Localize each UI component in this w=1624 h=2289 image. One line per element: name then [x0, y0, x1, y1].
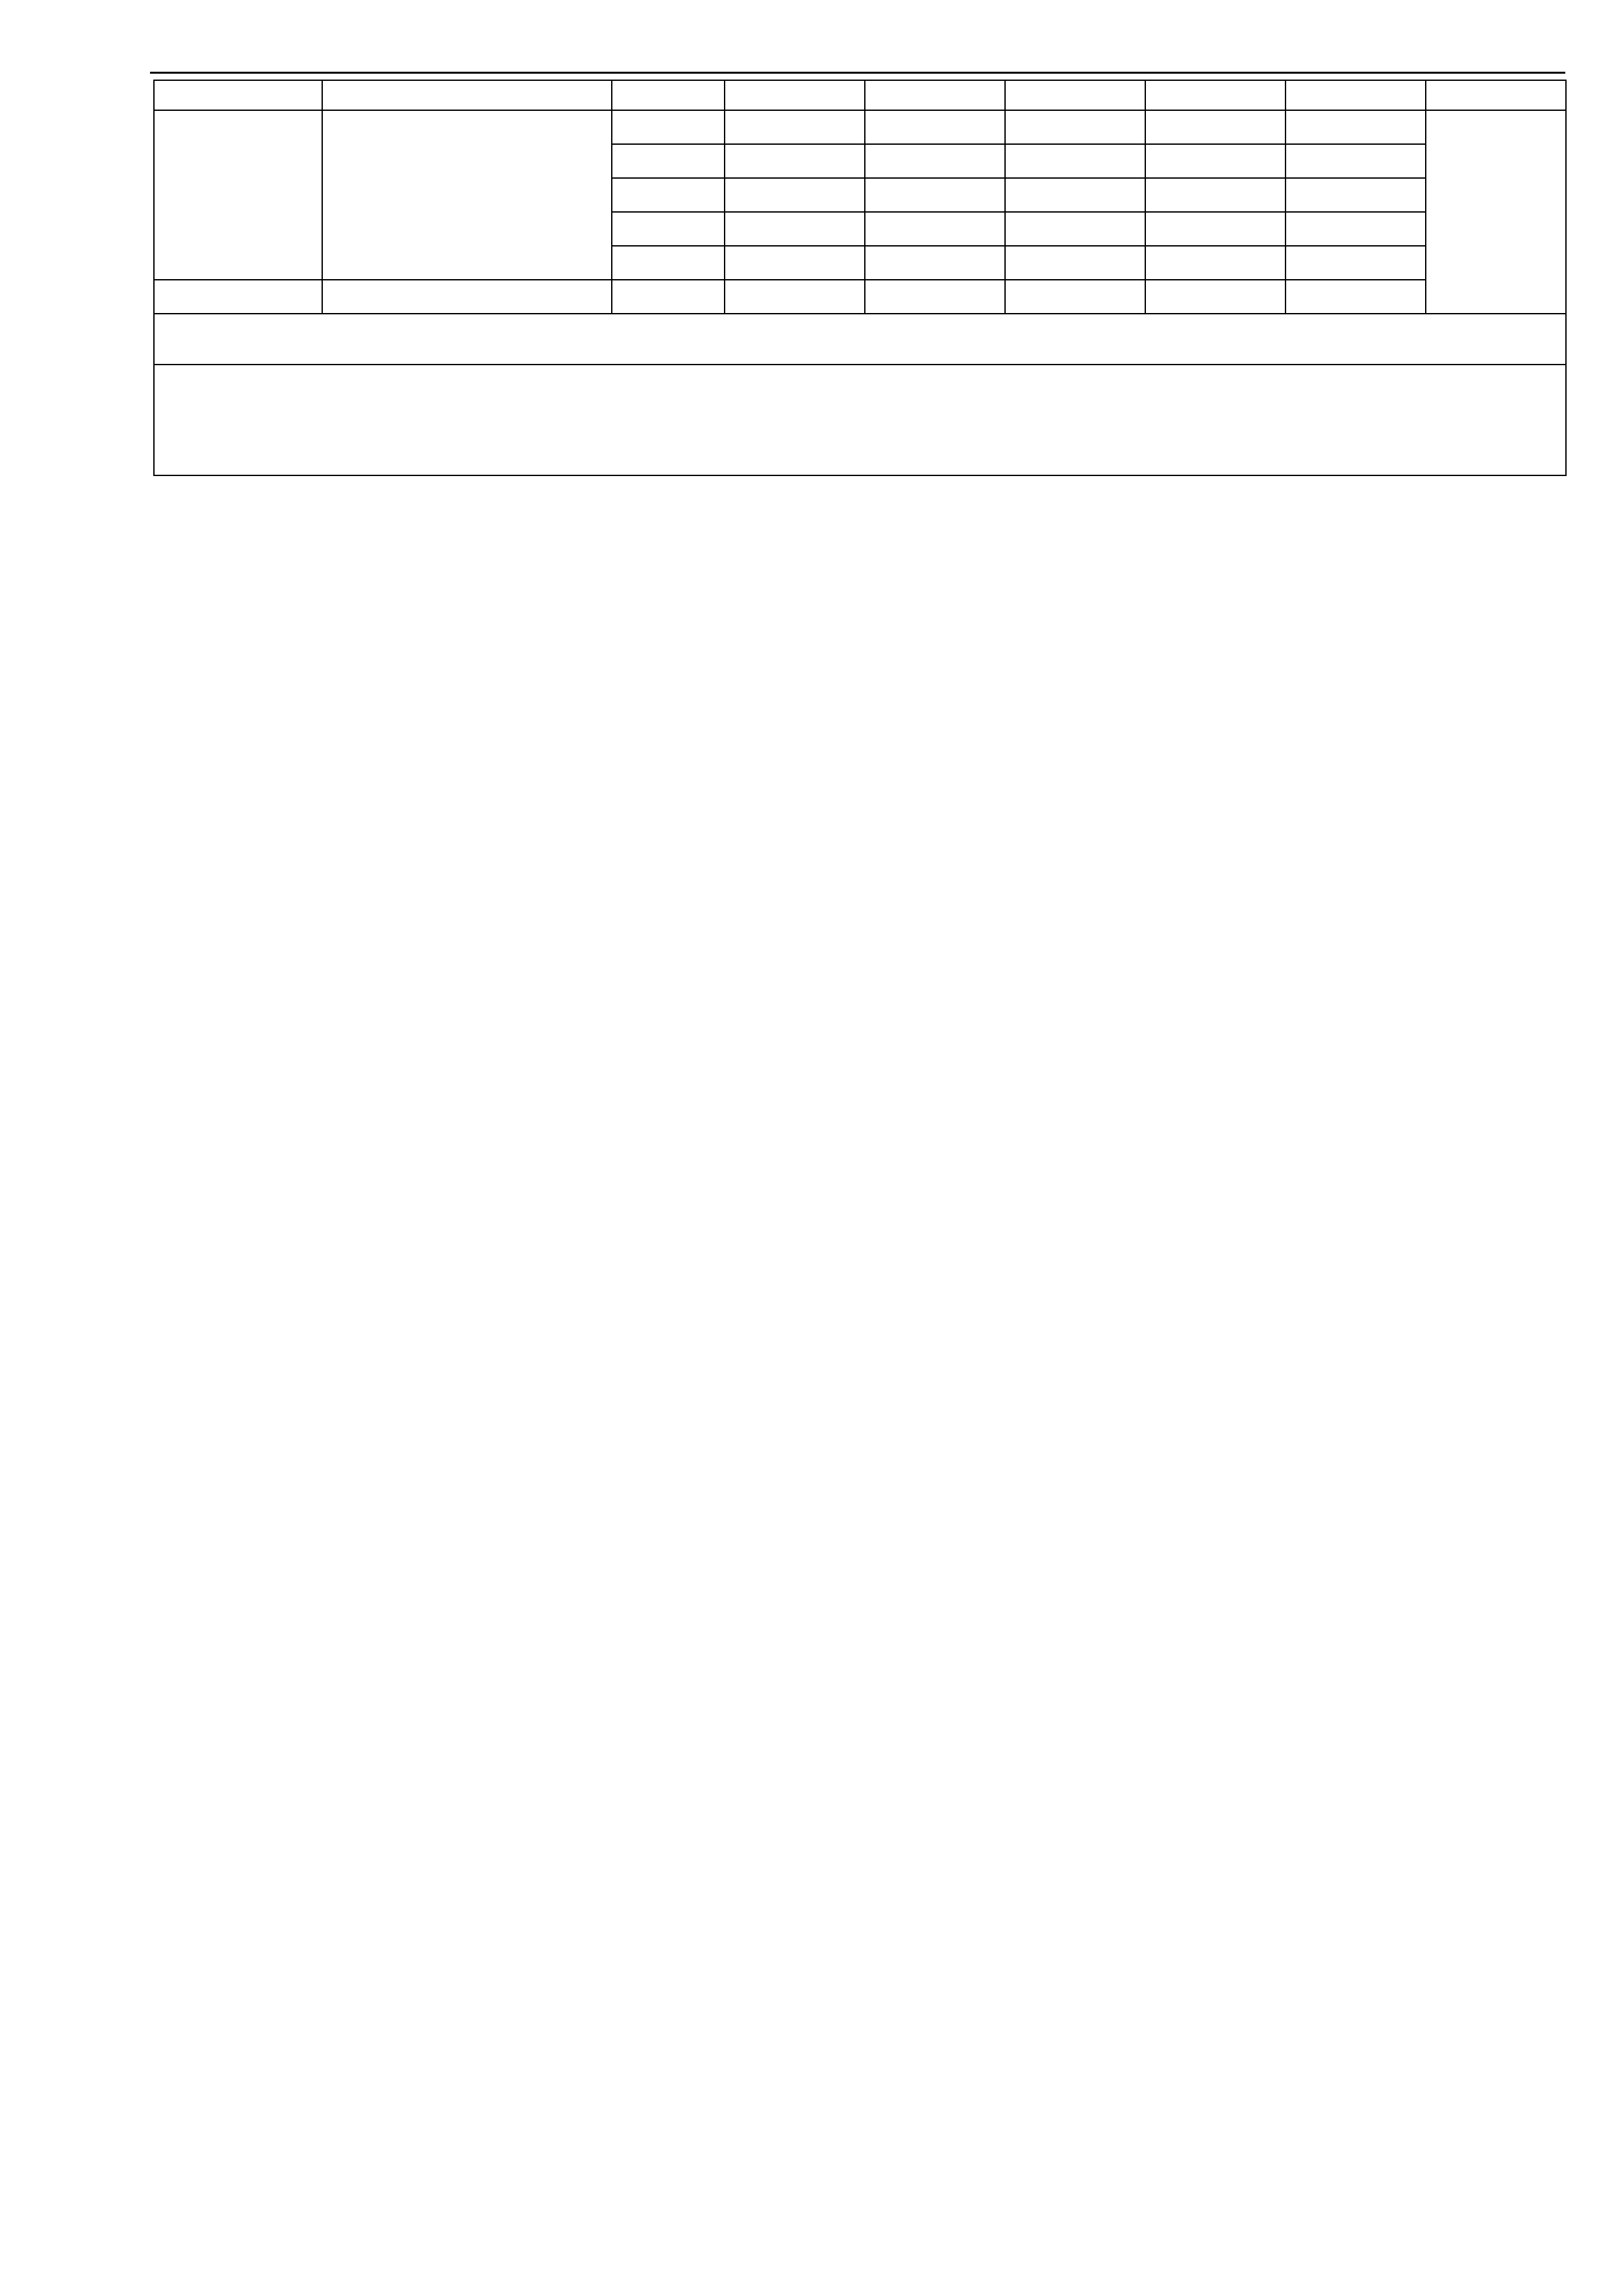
value-cell [1005, 212, 1145, 246]
table-body [154, 80, 1566, 475]
material-qty [1286, 280, 1426, 314]
value-cell [1145, 144, 1286, 178]
material-code [154, 280, 322, 314]
value-cell [1005, 246, 1145, 280]
column-number [322, 80, 612, 110]
value-cell [1005, 144, 1145, 178]
norms-table [153, 80, 1567, 475]
category-cell [612, 110, 725, 144]
value-cell [1005, 110, 1145, 144]
material-row [154, 280, 1566, 314]
table-row [154, 110, 1566, 144]
table-title [154, 365, 1566, 441]
section-row [154, 314, 1566, 365]
column-number [1426, 80, 1566, 110]
empty-cell [725, 280, 865, 314]
empty-cell [1005, 280, 1145, 314]
value-cell [725, 110, 865, 144]
name-cell [322, 110, 612, 280]
value-cell [725, 246, 865, 280]
category-cell [612, 246, 725, 280]
value-cell [1286, 178, 1426, 212]
value-cell [865, 178, 1005, 212]
value-cell [725, 144, 865, 178]
value-cell [725, 178, 865, 212]
column-number-row [154, 80, 1566, 110]
value-cell [865, 110, 1005, 144]
empty-cell [1145, 280, 1286, 314]
column-number [1145, 80, 1286, 110]
column-number [612, 80, 725, 110]
table-title-row [154, 365, 1566, 441]
category-cell [612, 144, 725, 178]
section-title [154, 314, 1566, 365]
measure-cell [154, 441, 1566, 475]
value-cell [1145, 178, 1286, 212]
value-cell [1286, 144, 1426, 178]
value-cell [1286, 246, 1426, 280]
column-number [865, 80, 1005, 110]
empty-cell [865, 280, 1005, 314]
empty-cell [612, 280, 725, 314]
value-cell [1005, 178, 1145, 212]
value-cell [865, 212, 1005, 246]
value-cell [865, 246, 1005, 280]
column-number [154, 80, 322, 110]
column-number [725, 80, 865, 110]
extra-cell [1426, 110, 1566, 314]
value-cell [1145, 212, 1286, 246]
value-cell [865, 144, 1005, 178]
measure-row [154, 441, 1566, 475]
value-cell [1145, 110, 1286, 144]
material-name [322, 280, 612, 314]
column-number [1005, 80, 1145, 110]
value-cell [1286, 212, 1426, 246]
value-cell [725, 212, 865, 246]
category-cell [612, 212, 725, 246]
value-cell [1145, 246, 1286, 280]
column-number [1286, 80, 1426, 110]
category-cell [612, 178, 725, 212]
header-rule [150, 72, 1565, 74]
value-cell [1286, 110, 1426, 144]
code-cell [154, 110, 322, 280]
